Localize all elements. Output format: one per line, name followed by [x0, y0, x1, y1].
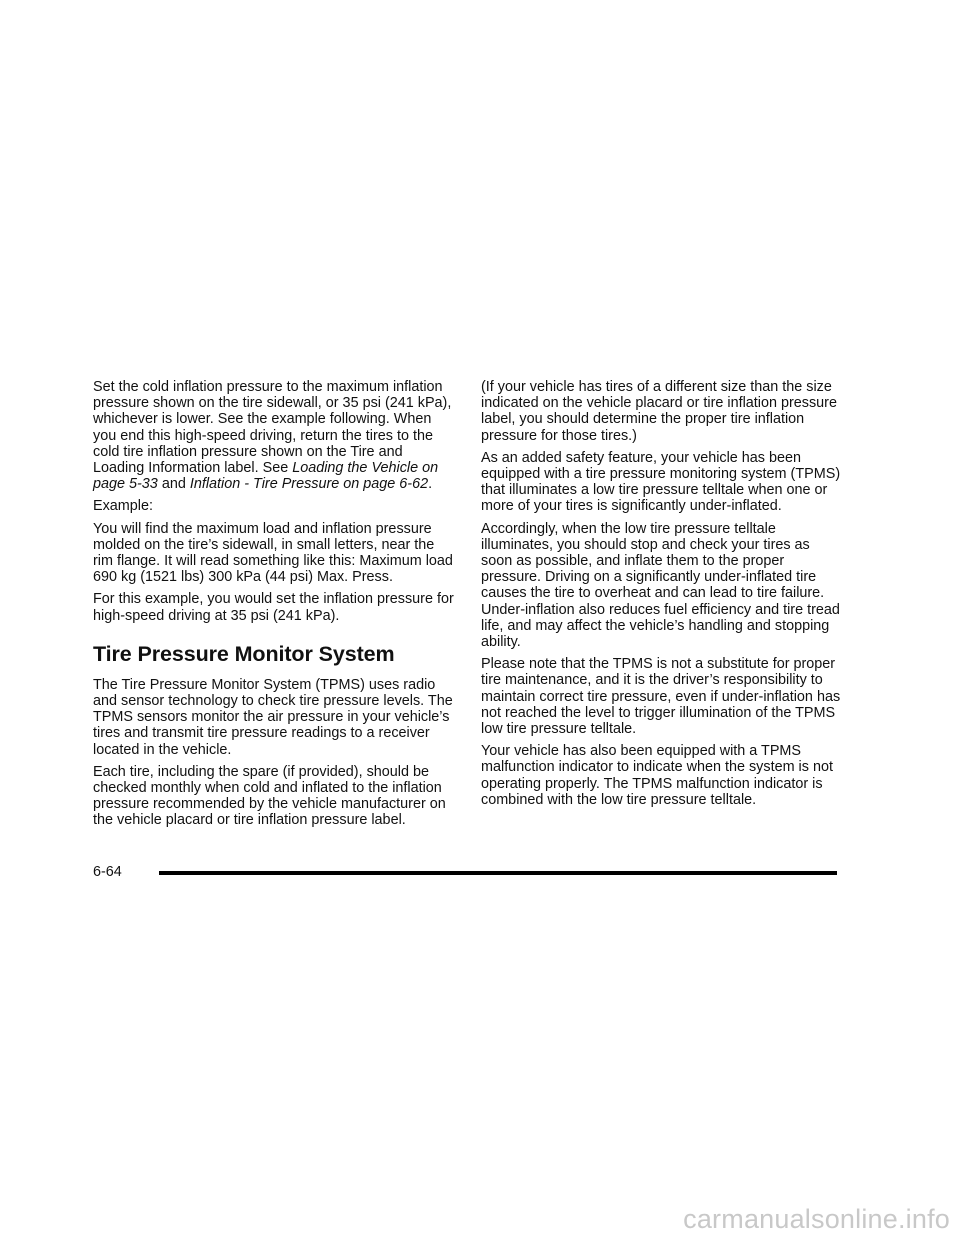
paragraph-text: and [157, 476, 190, 493]
paragraph-text: . [428, 476, 433, 493]
page-number: 6-64 [93, 864, 122, 880]
watermark: carmanualsonline.info [683, 1204, 950, 1234]
paragraph-not-substitute: Please note that the TPMS is not a substitute for proper tire maintenance, and it is the driver’s responsibility to maintain correct tire pressure, even if under-inflation has not reached the level to trigger illumination of the TPMS low tire pressure telltale. [481, 656, 841, 738]
paragraph-example-label: Example: [93, 498, 153, 515]
footer-rule [159, 871, 837, 875]
page-footer [93, 863, 837, 883]
right-column [481, 379, 843, 814]
section-heading: Tire Pressure Monitor System [93, 641, 395, 666]
left-column [93, 379, 455, 835]
paragraph-monthly-check: Each tire, including the spare (if provided), should be checked monthly when cold and inflated to the inflation pressure recommended by the vehicle manufacturer on the vehicle placard or tire inflation pressure label. [93, 763, 446, 829]
paragraph-safety-feature: As an added safety feature, your vehicle has been equipped with a tire pressure monitoring system (TPMS) that illuminates a low tire pressure telltale when one or more of your tires is significantly under-inflated. [481, 449, 841, 515]
link-loading-the-vehicle[interactable]: Loading the Vehicle on page 5-33 [93, 460, 439, 493]
paragraph-different-size: (If your vehicle has tires of a different size than the size indicated on the vehicle placard or tire inflation pressure label, you should determine the proper tire inflation pressure for those tires.) [481, 379, 837, 444]
paragraph-max-load: You will find the maximum load and inflation pressure molded on the tire’s sidewall, in small letters, near the rim flange. It will read something like this: Maximum load 690 kg (1521 lbs) 300 kPa (44 psi) Max. Press. [93, 520, 453, 586]
paragraph-high-speed: For this example, you would set the inflation pressure for high-speed driving at 35 psi (241 kPa). [93, 591, 454, 624]
paragraph-telltale-action: Accordingly, when the low tire pressure telltale illuminates, you should stop and check your tires as soon as possible, and inflate them to the proper pressure. Driving on a significantly under-inflated tire causes the tire to overheat and can lead to tire failure. Under-inflation also reduces fuel efficiency and tire tread life, and may affect the vehicle’s handling and stopping ability. [481, 520, 840, 651]
paragraph-cold-inflation [93, 379, 455, 492]
link-inflation-tire-pressure[interactable]: Inflation - Tire Pressure on page 6-62 [189, 476, 429, 493]
paragraph-tpms-intro: The Tire Pressure Monitor System (TPMS) uses radio and sensor technology to check tire pressure levels. The TPMS sensors monitor the air pressure in your vehicle’s tires and transmit tire pressure readings to a receiver located in the vehicle. [93, 676, 453, 758]
paragraph-text: Set the cold inflation pressure to the maximum inflation pressure shown on the tire sidewall, or 35 psi (241 kPa), whichever is lower. See the example following. When you end this high-speed driving, return the tires to the cold tire inflation pressure shown on the Tire and Loading Information label. See [93, 379, 452, 477]
paragraph-malfunction-indicator: Your vehicle has also been equipped with a TPMS malfunction indicator to indicate when the system is not operating properly. The TPMS malfunction indicator is combined with the low tire pressure telltale. [481, 743, 833, 808]
